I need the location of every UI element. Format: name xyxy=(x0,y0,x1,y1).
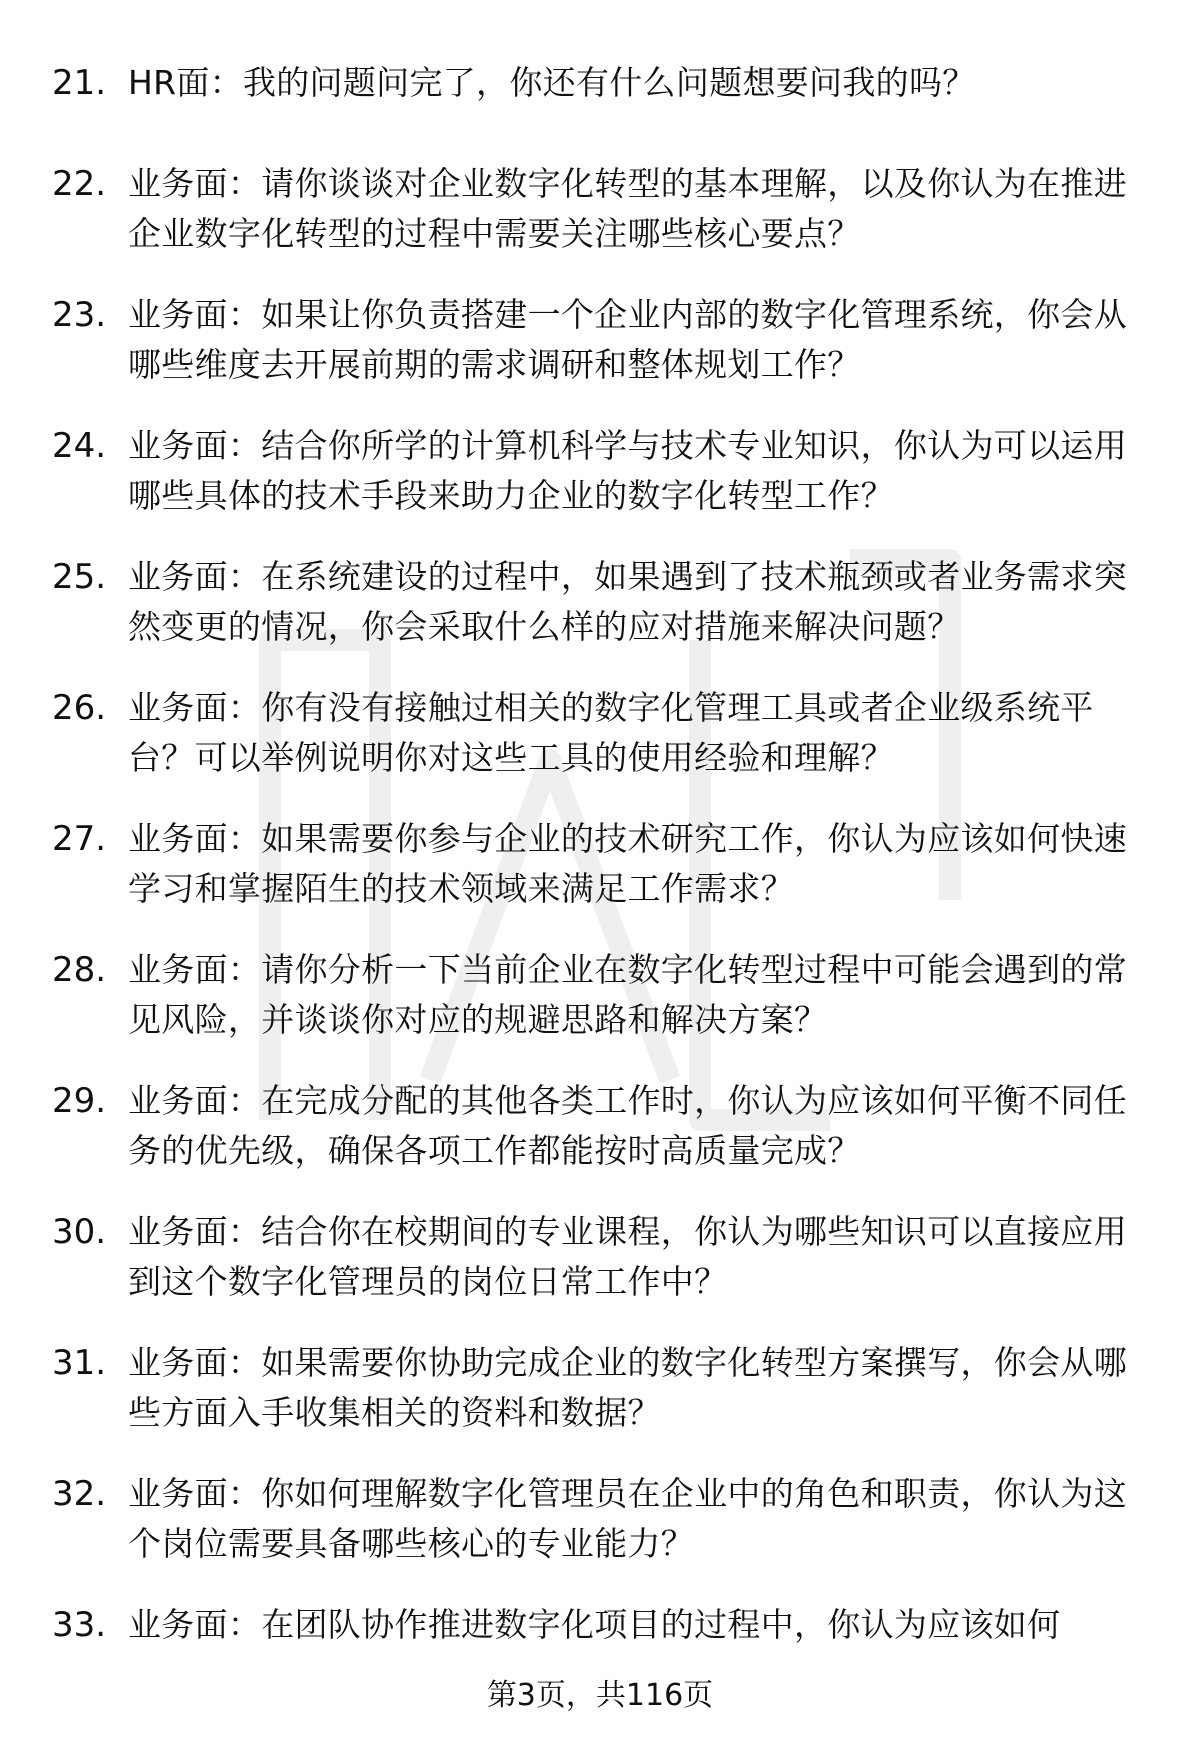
list-item xyxy=(0,1469,1200,1600)
list-item xyxy=(0,290,1200,421)
page-number-footer: 第3页，共116页 xyxy=(486,1678,714,1713)
question-text: 业务面：如果需要你协助完成企业的数字化转型方案撰写，你会从哪些方面入手收集相关的资料和数据？ xyxy=(128,1343,1127,1432)
question-text: 业务面：请你谈谈对企业数字化转型的基本理解，以及你认为在推进企业数字化转型的过程中需要关注哪些核心要点？ xyxy=(128,164,1127,253)
list-item xyxy=(0,1076,1200,1207)
question-text: 业务面：你有没有接触过相关的数字化管理工具或者企业级系统平台？可以举例说明你对这些工具的使用经验和理解？ xyxy=(128,688,1094,777)
question-number: 22. xyxy=(52,164,107,204)
question-text: 业务面：在系统建设的过程中，如果遇到了技术瓶颈或者业务需求突然变更的情况，你会采取什么样的应对措施来解决问题？ xyxy=(128,557,1127,646)
question-text: 业务面：在完成分配的其他各类工作时，你认为应该如何平衡不同任务的优先级，确保各项工作都能按时高质量完成？ xyxy=(128,1081,1127,1170)
list-item xyxy=(0,1338,1200,1469)
question-text: 业务面：结合你在校期间的专业课程，你认为哪些知识可以直接应用到这个数字化管理员的岗位日常工作中？ xyxy=(128,1212,1127,1301)
question-text: 业务面：如果让你负责搭建一个企业内部的数字化管理系统，你会从哪些维度去开展前期的需求调研和整体规划工作？ xyxy=(128,295,1127,384)
question-number: 29. xyxy=(52,1081,107,1121)
list-item xyxy=(0,159,1200,290)
question-text: 业务面：在团队协作推进数字化项目的过程中，你认为应该如何 xyxy=(128,1605,1061,1644)
question-text: 业务面：如果需要你参与企业的技术研究工作，你认为应该如何快速学习和掌握陌生的技术领域来满足工作需求？ xyxy=(128,819,1127,908)
question-number: 32. xyxy=(52,1474,107,1514)
list-item xyxy=(0,814,1200,945)
list-item xyxy=(0,552,1200,683)
question-number: 26. xyxy=(52,688,107,728)
question-list xyxy=(0,58,1200,1701)
question-number: 21. xyxy=(52,63,107,103)
question-number: 33. xyxy=(52,1605,107,1645)
question-number: 28. xyxy=(52,950,107,990)
question-number: 24. xyxy=(52,426,107,466)
question-text: HR面：我的问题问完了，你还有什么问题想要问我的吗？ xyxy=(128,63,976,102)
question-text: 业务面：结合你所学的计算机科学与技术专业知识，你认为可以运用哪些具体的技术手段来助力企业的数字化转型工作？ xyxy=(128,426,1127,515)
list-item xyxy=(0,1207,1200,1338)
question-number: 30. xyxy=(52,1212,107,1252)
question-text: 业务面：你如何理解数字化管理员在企业中的角色和职责，你认为这个岗位需要具备哪些核心的专业能力？ xyxy=(128,1474,1127,1563)
question-text: 业务面：请你分析一下当前企业在数字化转型过程中可能会遇到的常见风险，并谈谈你对应的规避思路和解决方案？ xyxy=(128,950,1127,1039)
question-number: 31. xyxy=(52,1343,107,1383)
list-item xyxy=(0,945,1200,1076)
list-item xyxy=(0,683,1200,814)
question-number: 27. xyxy=(52,819,107,859)
question-number: 25. xyxy=(52,557,107,597)
question-number: 23. xyxy=(52,295,107,335)
list-item xyxy=(0,421,1200,552)
list-item xyxy=(0,58,1200,159)
